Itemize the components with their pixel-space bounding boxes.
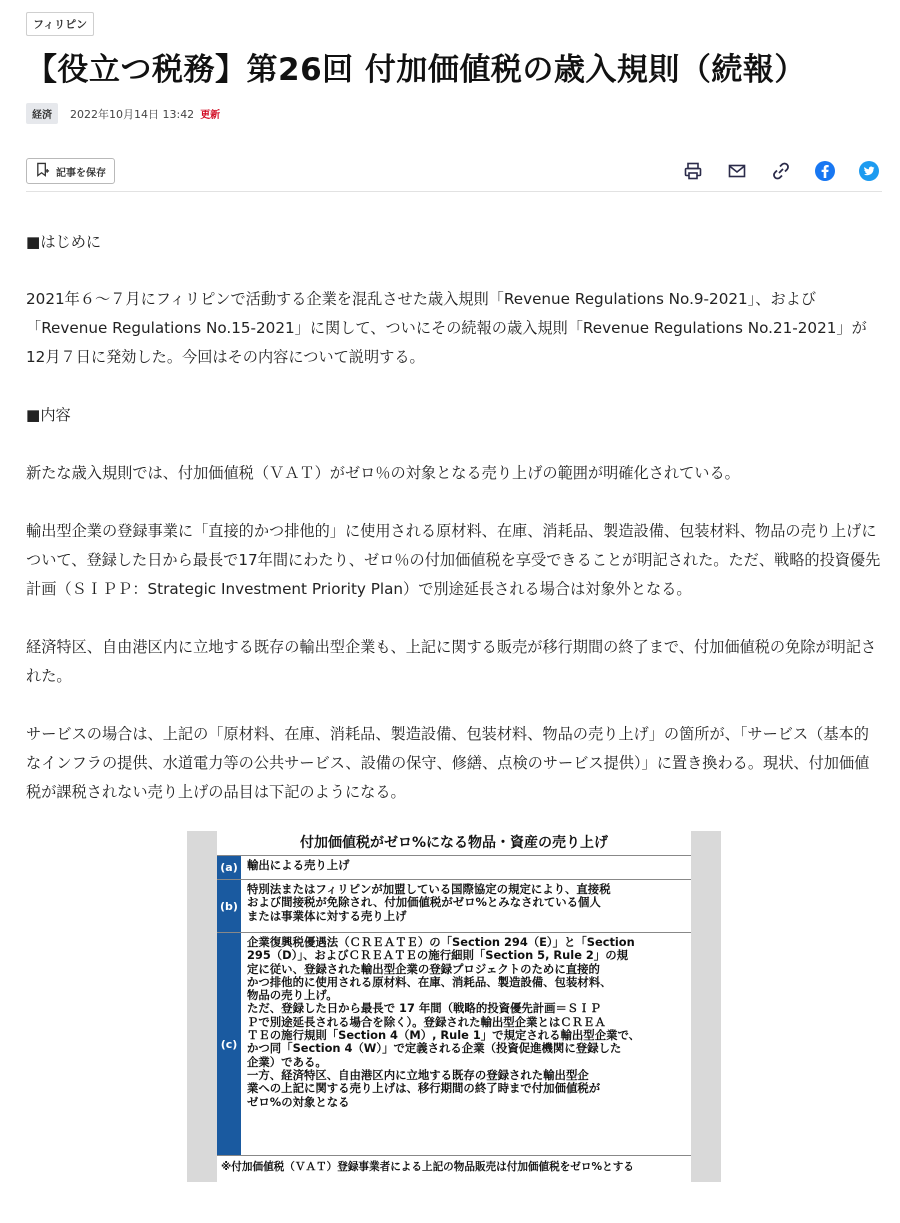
row-label: (a) <box>217 856 241 879</box>
row-text: 特別法またはフィリピンが加盟している国際協定の規定により、直接税 および間接税が免除され、付加価値税がゼロ%とみなされている個人 または事業体に対する売り上げ <box>247 882 611 923</box>
paragraph: 2021年６～７月にフィリピンで活動する企業を混乱させた歳入規則「Revenue Regulations No.9-2021」、および「Revenue Regulations No.15-2021」に関して、ついにその続報の歳入規則「Revenue Regulations No.21-2021」が12月７日に発効した。今回はその内容について説明する。 <box>26 290 867 366</box>
figure-row <box>217 933 691 1156</box>
figure-note: ※付加価値税（ＶＡＴ）登録事業者による上記の物品販売は付加価値税をゼロ%とする <box>221 1161 634 1173</box>
paragraph: 経済特区、自由港区内に立地する既存の輸出型企業も、上記に関する販売が移行期間の終了まで、付加価値税の免除が明記された。 <box>26 638 877 685</box>
paragraph: 輸出型企業の登録事業に「直接的かつ排他的」に使用される原材料、在庫、消耗品、製造設備、包装材料、物品の売り上げについて、登録した日から最長で17年間にわたり、ゼロ％の付加価値税を享受できることが明記された。ただ、戦略的投資優先計画（ＳＩＰＰ：Strategic Investment Priority Plan）で別途延長される場合は対象外となる。 <box>26 522 881 598</box>
figure-title: 付加価値税がゼロ%になる物品・資産の売り上げ <box>217 831 691 856</box>
share-toolbar <box>680 158 882 184</box>
paragraph: 新たな歳入規則では、付加価値税（ＶＡＴ）がゼロ％の対象となる売り上げの範囲が明確化されている。 <box>26 464 740 482</box>
save-label: 記事を保存 <box>56 167 106 179</box>
updated-label: 更新 <box>200 110 221 121</box>
row-text: 企業復興税優遇法（ＣＲＥＡＴＥ）の「Section 294（E）」と「Section 295（D）」、およびＣＲＥＡＴＥの施行細則「Section 5, Rule 2」の規 定に従い、登録された輸出型企業の登録プロジェクトのために直接的 かつ排他的に使用される原材料、在庫、消耗品、製造設備、包装材料、 物品の売り上げ。 ただ、登録した日から最長で 17 年間（戦略的投資優先計画＝ＳＩＰ Ｐで別途延長される場合を除く）。登録された輸出型企業とはＣＲＥＡ ＴＥの施行規則「Section 4（M）, Rule 1」で規定される輸出型企業で、 かつ同「Section 4（W）」で定義される企業（投資促進機関に登録した 企業）である。 一方、経済特区、自由港区内に立地する既存の登録された輸出型企 業への上記に関する売り上げは、移行期間の終了時まで付加価値税が ゼロ%の対象となる <box>247 935 641 1109</box>
country-tag[interactable]: フィリピン <box>26 12 94 36</box>
figure-row <box>217 856 691 880</box>
print-icon[interactable] <box>680 158 706 184</box>
section-heading: ■内容 <box>26 406 71 424</box>
figure-row <box>217 880 691 933</box>
section-heading: ■はじめに <box>26 233 102 251</box>
row-label: (b) <box>217 880 241 932</box>
publish-date: 2022年10月14日 13:42 <box>70 107 195 121</box>
row-label: (c) <box>217 933 241 1155</box>
twitter-icon[interactable] <box>856 158 882 184</box>
header-divider <box>26 191 882 192</box>
facebook-icon[interactable] <box>812 158 838 184</box>
row-text: 輸出による売り上げ <box>247 858 350 872</box>
save-article-button[interactable] <box>26 158 115 184</box>
link-icon[interactable] <box>768 158 794 184</box>
article-meta <box>26 103 220 124</box>
figure-table <box>217 831 691 1182</box>
article-body <box>26 228 882 807</box>
category-badge[interactable]: 経済 <box>26 103 58 124</box>
article-figure <box>187 831 721 1182</box>
mail-icon[interactable] <box>724 158 750 184</box>
article-title: 【役立つ税務】第26回 付加価値税の歳入規則（続報） <box>26 52 806 88</box>
paragraph: サービスの場合は、上記の「原材料、在庫、消耗品、製造設備、包装材料、物品の売り上げ」の箇所が、「サービス（基本的なインフラの提供、水道電力等の公共サービス、設備の保守、修繕、点検のサービス提供）」に置き換わる。現状、付加価値税が課税されない売り上げの品目は下記のようになる。 <box>26 725 870 801</box>
bookmark-add-icon <box>35 162 50 180</box>
